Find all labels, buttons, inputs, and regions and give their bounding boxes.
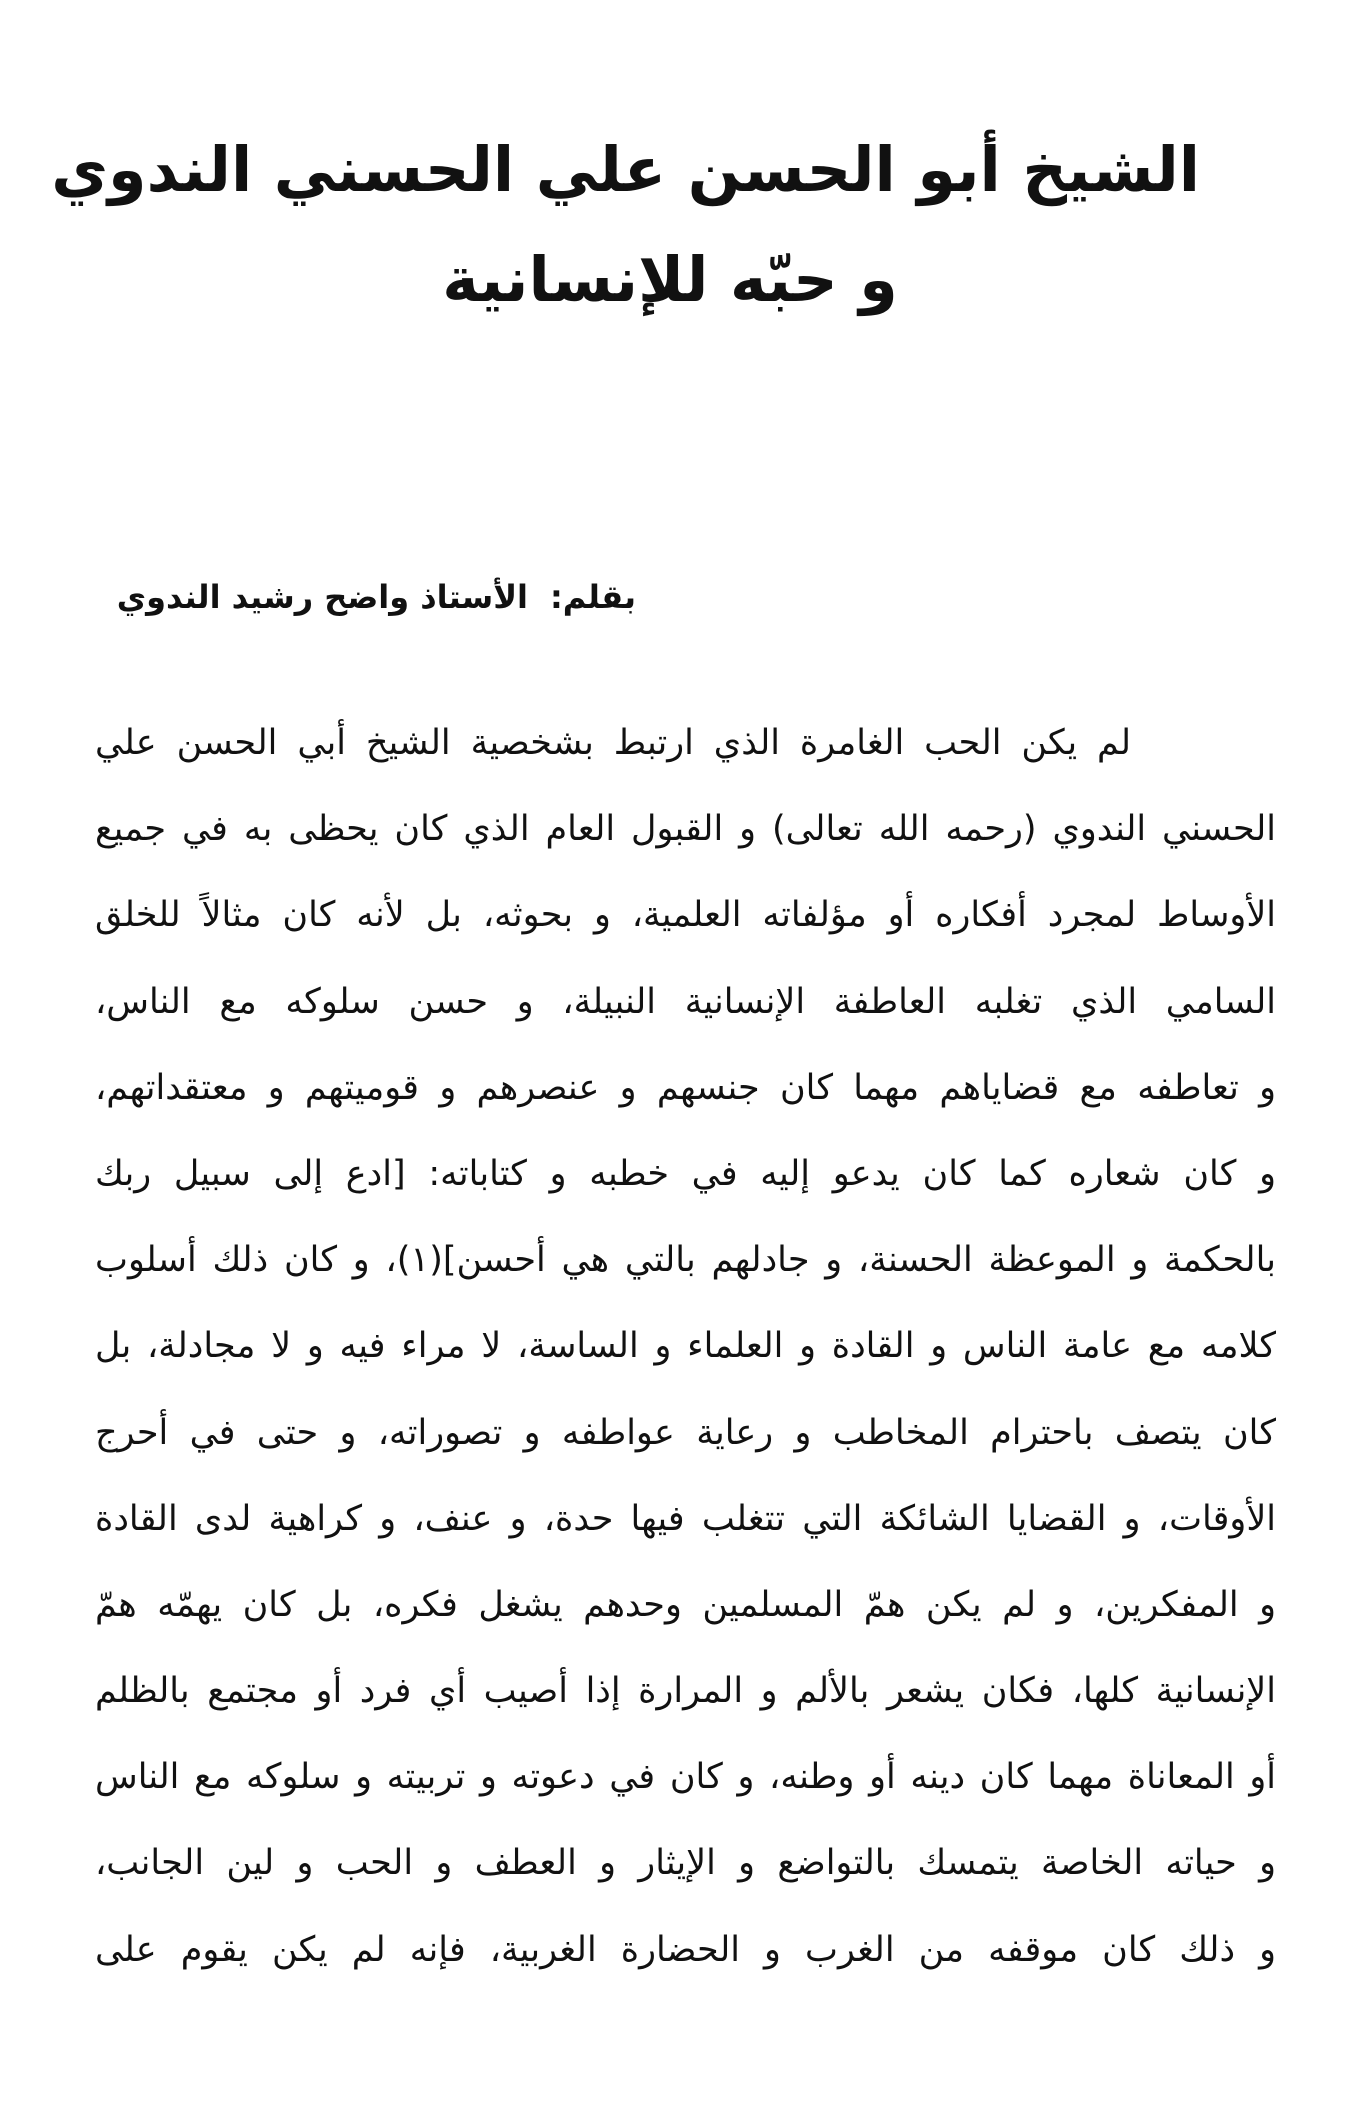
body-line: و كان شعاره كما كان يدعو إليه في خطبه و كتاباته: [ادع إلى سبيل ربك [95,1153,1276,1194]
body-line: و تعاطفه مع قضاياهم مهما كان جنسهم و عنصرهم و قوميتهم و معتقداتهم، [95,1067,1276,1108]
body-line: كان يتصف باحترام المخاطب و رعاية عواطفه و تصوراته، و حتى في أحرج [95,1412,1276,1453]
body-line: كلامه مع عامة الناس و القادة و العلماء و الساسة، لا مراء فيه و لا مجادلة، بل [95,1326,1276,1367]
body-line: السامي الذي تغلبه العاطفة الإنسانية النبيلة، و حسن سلوكه مع الناس، [95,981,1276,1022]
body-line: و ذلك كان موقفه من الغرب و الحضارة الغربية، فإنه لم يكن يقوم على [95,1929,1276,1970]
body-line: الأوقات، و القضايا الشائكة التي تتغلب فيها حدة، و عنف، و كراهية لدى القادة [95,1498,1276,1539]
body-line: و المفكرين، و لم يكن همّ المسلمين وحدهم يشغل فكره، بل كان يهمّه همّ [95,1584,1276,1625]
title-line-1: الشيخ أبو الحسن علي الحسني الندوي [51,133,1200,206]
byline-label: بقلم: [550,578,636,616]
body-line: الحسني الندوي (رحمه الله تعالى) و القبول العام الذي كان يحظى به في جميع [95,809,1276,850]
body-line: الأوساط لمجرد أفكاره أو مؤلفاته العلمية، و بحوثه، بل لأنه كان مثالاً للخلق [95,895,1276,936]
body-line: بالحكمة و الموعظة الحسنة، و جادلهم بالتي هي أحسن](١)، و كان ذلك أسلوب [95,1240,1276,1281]
body-line: و حياته الخاصة يتمسك بالتواضع و الإيثار و العطف و الحب و لين الجانب، [95,1843,1276,1884]
body-line: لم يكن الحب الغامرة الذي ارتبط بشخصية الشيخ أبي الحسن علي [95,723,1131,763]
body-text [95,700,1276,2080]
body-line: أو المعاناة مهما كان دينه أو وطنه، و كان في دعوته و تربيته و سلوكه مع الناس [95,1757,1276,1798]
byline [117,575,636,619]
body-line: الإنسانية كلها، فكان يشعر بالألم و المرارة إذا أصيب أي فرد أو مجتمع بالظلم [95,1671,1276,1712]
byline-author: الأستاذ واضح رشيد الندوي [116,578,528,616]
title-line-2: و حبّه للإنسانية [442,243,898,316]
